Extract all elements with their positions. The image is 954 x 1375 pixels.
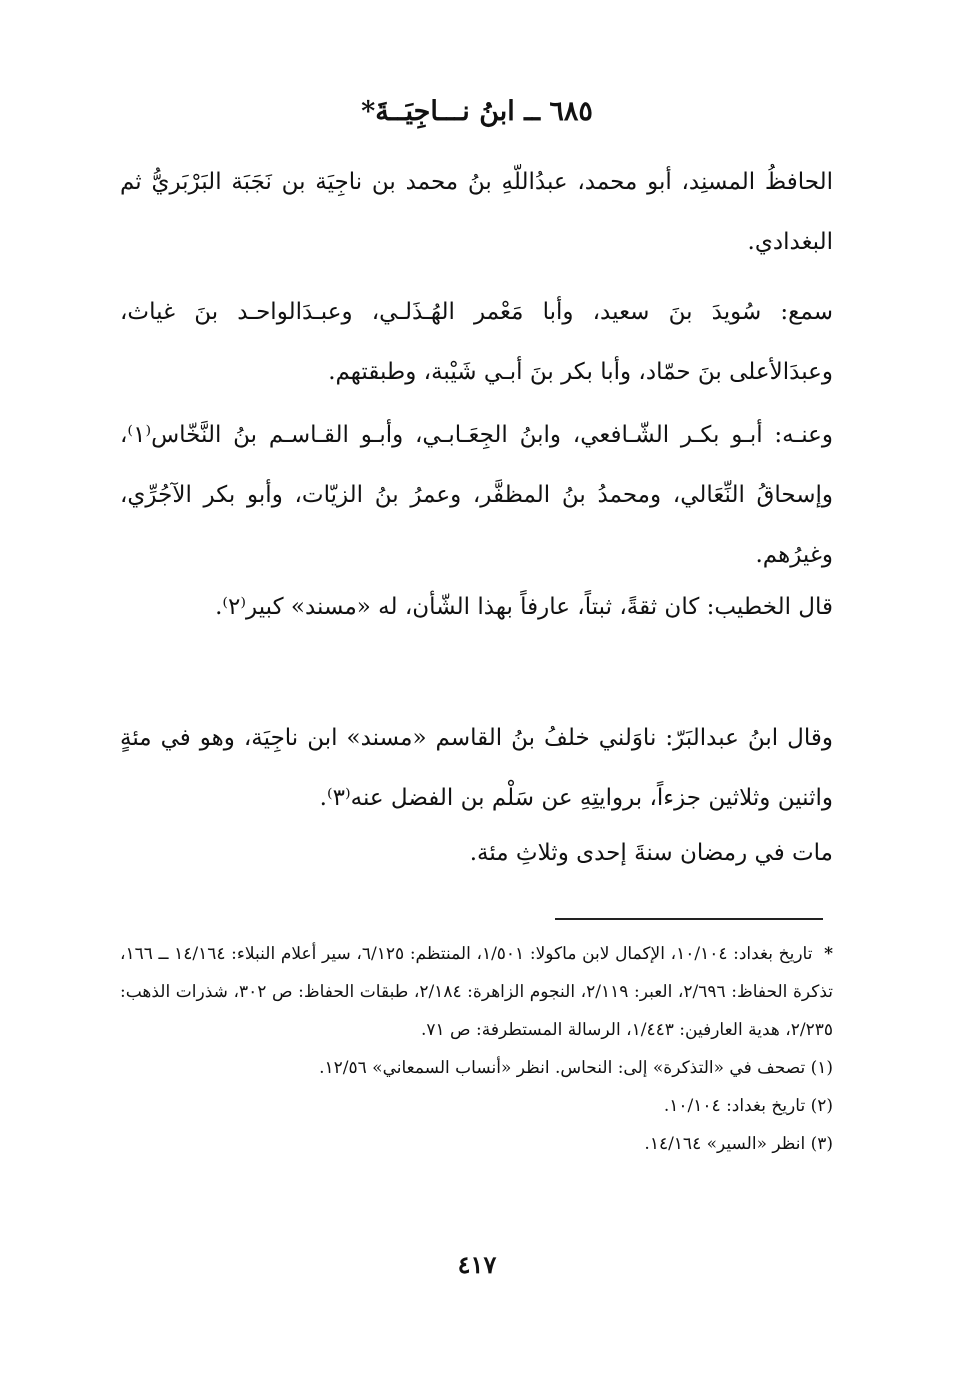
footnote-divider [555, 918, 823, 920]
paragraph-death [120, 823, 869, 883]
footnote-sources [120, 935, 833, 1049]
paragraph-text: قال الخطيب: كان ثقةً، ثبتاً، عارفاً بهذا الشّأن، له «مسند» كبير⁽٢⁾. [215, 594, 833, 620]
paragraph-narrators [120, 405, 869, 585]
footnote-star-marker: * [824, 944, 833, 964]
footnote-1: (١) تصحف في «التذكرة» إلى: النحاس. انظر «أنساب السمعاني» ١٢/٥٦. [319, 1058, 833, 1078]
footnote-2: (٢) تاريخ بغداد: ١٠/١٠٤. [663, 1096, 833, 1116]
page-number: ٤١٧ [457, 1250, 497, 1279]
footnote-sources-text: تاريخ بغداد: ١٠/١٠٤، الإكمال لابن ماكولا: ١/٥٠١، المنتظم: ٦/١٢٥، سير أعلام النبلاء: ١٤/١٦٤ ــ ١٦٦، تذكرة الحفاظ: ٢/٦٩٦، العبر: ٢/١١٩، النجوم الزاهرة: ٢/١٨٤، طبقات الحفاظ: ص ٣٠٢، شذرات الذهب: ٢/٢٣٥، هدية العارفين: ١/٤٤٣، الرسالة المستطرفة: ص ٧١. [120, 944, 834, 1040]
paragraph-heard-from [120, 282, 869, 402]
paragraph-text: الحافظُ المسنِد، أبو محمد، عبدُاللّهِ بنُ محمد بن ناجِيَة بن نَجَبَة البَرْبَريُّ ثم البغدادي. [120, 169, 833, 255]
paragraph-khatib-quote [120, 577, 869, 637]
paragraph-text: وقال ابنُ عبدالبَرّ: ناوَلني خلفُ بنُ القاسم «مسند» ابن ناجِيَة، وهو في مئةٍ واثنين وثلاثين جزءاً، بروايتِهِ عن سَلْم بن الفضل عنه⁽٣⁾. [120, 725, 833, 811]
paragraph-intro [120, 152, 869, 272]
entry-title: ٦٨٥ ــ ابنُ نـــاجِيَــةَ* [361, 96, 593, 127]
paragraph-ibn-abd-al-barr-quote [120, 708, 869, 828]
footnotes [120, 935, 833, 1163]
paragraph-text: سمع: سُويدَ بنَ سعيد، وأبا مَعْمر الهُـذَلـي، وعبـدَالواحـد بنَ غياث، وعبدَالأعلى بنَ حمّاد، وأبا بكر بنَ أبـي شَيْبة، وطبقتهم. [120, 299, 833, 385]
footnote-3: (٣) انظر «السير» ١٤/١٦٤. [644, 1134, 833, 1154]
paragraph-text: مات في رمضان سنةَ إحدى وثلاثِ مئة. [469, 840, 833, 866]
paragraph-text: وعنـه: أبـو بكـر الشّـافعي، وابنُ الجِعَـابـي، وأبـو القـاسـم بنُ النَّخّاس⁽١⁾، وإسحاقُ النِّعَالي، ومحمدُ بنُ المظفَّر، وعمرُ بنُ الزيّات، وأبو بكر الآجُرِّي، وغيرُهم. [120, 422, 833, 568]
